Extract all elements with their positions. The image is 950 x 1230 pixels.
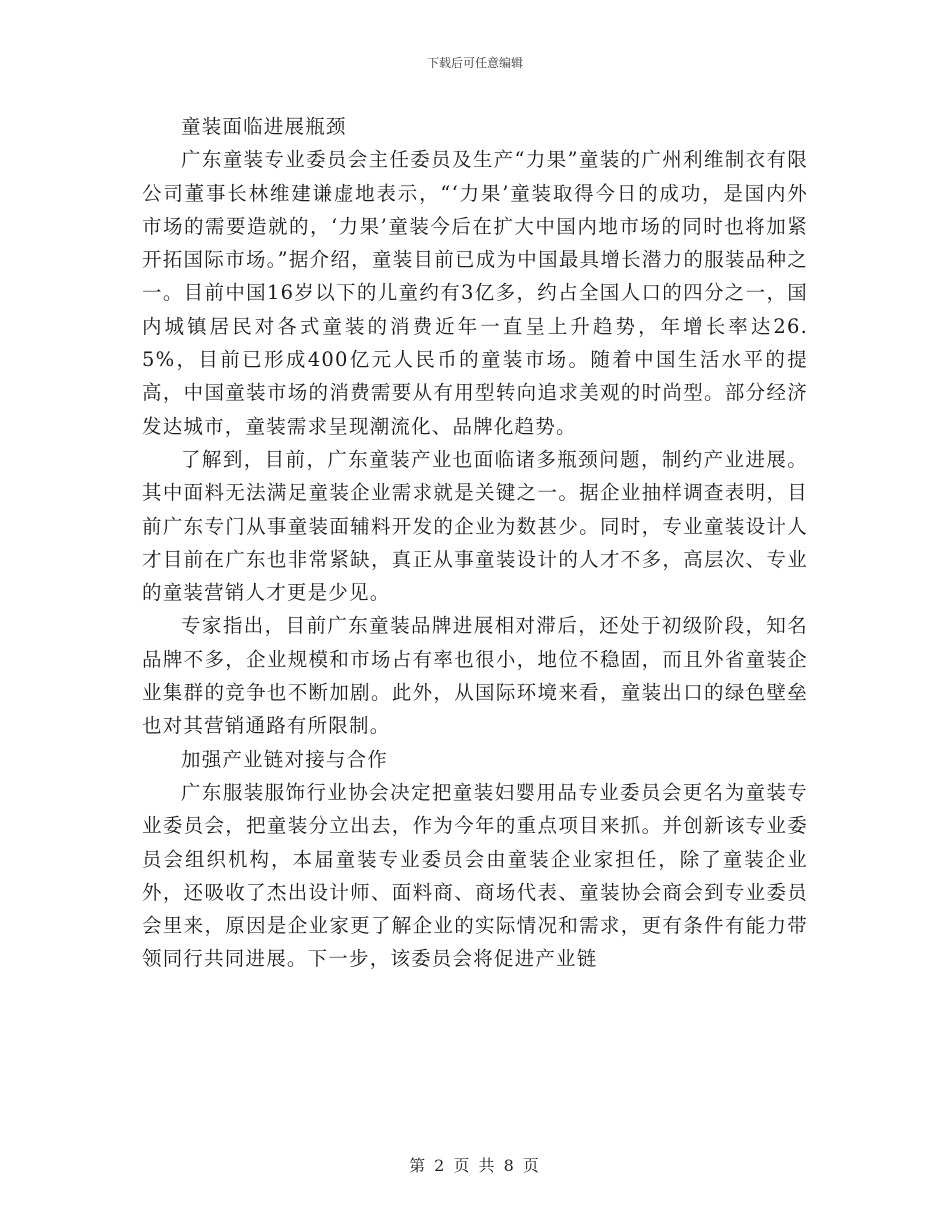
- section-heading-cooperation: 加强产业链对接与合作: [181, 747, 389, 771]
- paragraph: 了解到，目前，广东童装产业也面临诸多瓶颈问题，制约产业进展。其中面料无法满足童装企业需求就是关键之一。据企业抽样调查表明，目前广东专门从事童装面辅料开发的企业为数甚少。同时，专业童装设计人才目前在广东也非常紧缺，真正从事童装设计的人才不多，高层次、专业的童装营销人才更是少见。: [142, 447, 808, 605]
- section-heading-bottleneck: 童装面临进展瓶颈: [181, 115, 347, 138]
- paragraph: 广东童装专业委员会主任委员及生产“力果”童装的广州利维制衣有限公司董事长林维建谦虚地表示，“‘力果’童装取得今日的成功，是国内外市场的需要造就的，‘力果’童装今后在扩大中国内地市场的同时也将加紧开拓国际市场。”据介绍，童装目前已成为中国最具增长潜力的服装品种之一。目前中国16岁以下的儿童约有3亿多，约占全国人口的四分之一，国内城镇居民对各式童装的消费近年一直呈上升趋势，年增长率达26.5%，目前已形成400亿元人民币的童装市场。随着中国生活水平的提高，中国童装市场的消费需要从有用型转向追求美观的时尚型。部分经济发达城市，童装需求呈现潮流化、品牌化趋势。: [142, 148, 808, 438]
- document-body: [142, 110, 808, 976]
- page-number: 第 2 页 共 8 页: [409, 1156, 541, 1175]
- paragraph: 广东服装服饰行业协会决定把童装妇婴用品专业委员会更名为童装专业委员会，把童装分立出去，作为今年的重点项目来抓。并创新该专业委员会组织机构，本届童装专业委员会由童装企业家担任，除了童装企业外，还吸收了杰出设计师、面料商、商场代表、童装协会商会到专业委员会里来，原因是企业家更了解企业的实际情况和需求，更有条件有能力带领同行共同进展。下一步，该委员会将促进产业链: [142, 780, 808, 971]
- paragraph: 专家指出，目前广东童装品牌进展相对滞后，还处于初级阶段，知名品牌不多，企业规模和市场占有率也很小，地位不稳固，而且外省童装企业集群的竞争也不断加剧。此外，从国际环境来看，童装出口的绿色壁垒也对其营销通路有所限制。: [142, 614, 808, 738]
- page-header: 下载后可任意编辑: [426, 56, 523, 70]
